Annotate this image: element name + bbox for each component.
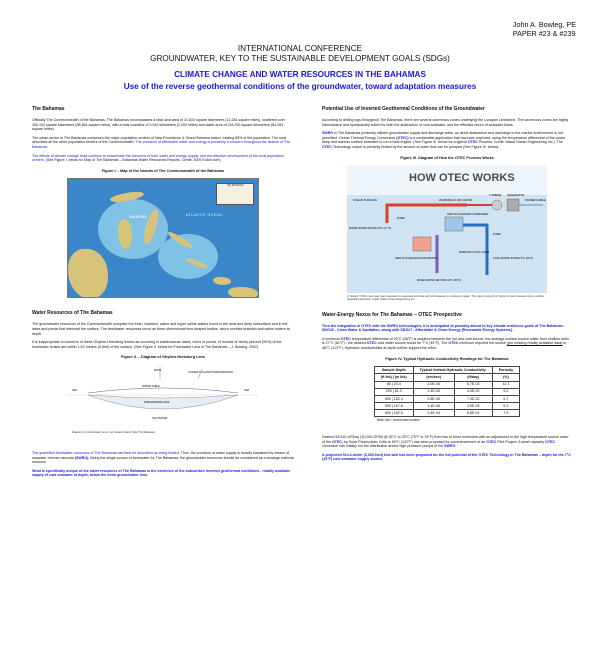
table-unit: (ft bls) | (m bls) (374, 374, 413, 381)
text-span: Desired 54,510-m³/Day (10,000-GPM) @ 26°C to 25°C (75°F to 78°F) from two to three boreholes with an adjustment to the high temperature source water of the (322, 435, 569, 444)
paragraph: It is inappropriate to conceive of these Ghyben-Hertzberg lenses as occurring in subterranean lakes, rivers or ponds. In excess of ninety percent (90%) of the freshwater lenses are within 1.52-meters (5-feet) of the surface. (See Figure II. below for Freshwater Lens in The Bahamas – J. Bowleg, 2002). (32, 340, 282, 349)
author-block (513, 20, 576, 38)
text-span-blue: OTEC (467, 140, 478, 145)
paragraph-highlight: Thru the integration of OTEC with the SWRO technologies, it is anticipated to possibly attend to key climate resilience goals of The Bahamas: SDG#6 - Clean Water & Sanitation, along with SDG#7 - Affordable & Clean Energy [Renewable Energy Systems]. (322, 323, 564, 333)
lens-sea-left-label: SEA (72, 388, 78, 392)
section-heading-bahamas: The Bahamas (32, 106, 65, 112)
table-cell: 600 | 182.9 (374, 410, 413, 417)
text-span: Thus, the provision of water supply is heavily sustained by means of seawater reverse osmosis (32, 450, 289, 460)
section-heading-water-resources: Water Resources of The Bahamas (32, 310, 113, 317)
bahamas-map (67, 178, 259, 298)
map-inset (216, 183, 254, 205)
map-land (118, 219, 132, 249)
paper-title: CLIMATE CHANGE AND WATER RESOURCES IN THE BAHAMAS (174, 70, 426, 79)
table-row (374, 388, 519, 395)
table-cell: 550 | 167.6 (374, 403, 413, 410)
table-cell: 2.4E-04 (413, 410, 454, 417)
paragraph: Officially The Commonwealth of the Bahamas, The Bahamas encompasses a total land area of 31,810 square kilometers (12,281 square miles), scattered over 250,102 square kilometers (96,564 square miles), with a total coastline of 3,542 kilometers (2,200 miles) and water area of 218,292 square kilometers (84,283 square miles). (32, 118, 285, 132)
paper-id: PAPER #23 & #239 (512, 29, 576, 38)
table-cell: 2.8E-05 (413, 395, 454, 402)
otec-evaporator (413, 237, 431, 251)
map-land (68, 249, 108, 298)
otec-label-vapor: WORKING FLUID VAPOR (439, 198, 472, 203)
otec-label-turbine: TURBINE (489, 193, 502, 198)
text-span: The urban sector in The Bahamas comprises the major population centers of New Providence & Grand Bahama Island, totaling 85% of the population. The rural describes all the other population centers of the Commonwealth. (32, 135, 287, 145)
table-cell: 7.9 (492, 410, 519, 417)
otec-label-cold-intake: COLD WATER INTAKE 5°C (41°F) (493, 257, 533, 261)
table-row (374, 403, 519, 410)
text-span-blue: SWRO (322, 131, 334, 136)
text-span: Pilot Project. A small capacity (497, 439, 545, 444)
table-unit: (%) (492, 374, 519, 381)
paragraph: According to drilling logs throughout The Bahamas, there are several cavernous zones underlying the Lucayan Limestone. The cavernous zones are highly transmissive and hydraulically suited for both the abstraction of cold seawater, and the effective return of seawater flows. (322, 118, 569, 127)
table-cell: 6.7 (492, 395, 519, 402)
table-cell: 4.9E-05 (454, 403, 492, 410)
otec-label-surface: OCEAN SURFACE (353, 198, 377, 203)
otec-title: HOW OTEC WORKS (409, 172, 515, 185)
text-span: Being the single source of freshwater for The Bahamas, the groundwater resources should be considered as a strategic national resource. (32, 455, 294, 465)
lens-sea-right-label: SEA (244, 388, 250, 392)
table-cell: 4.0E-02 (454, 388, 492, 395)
text-span-blue: OTEC (448, 341, 459, 346)
paragraph (32, 451, 294, 465)
text-span-blue: OTEC (340, 336, 351, 341)
conference-title: INTERNATIONAL CONFERENCE (237, 44, 363, 53)
table-row (374, 410, 519, 417)
section-heading-water-energy: Water-Energy Nexus for The Bahamas – OTEC Prospective (322, 311, 462, 318)
lens-note: Diagram of a Freshwater Lens in an Oceanic Island (Like The Bahamas) (72, 430, 156, 434)
table-header: Porosity (492, 367, 519, 374)
otec-turbine (492, 200, 502, 210)
lens-losses-label: LOSSES TO EVAPOTRANSPIRATION (188, 370, 233, 374)
lens-saltwater-label: SALTWATER (152, 416, 168, 420)
text-span-blue: OTEC (545, 439, 556, 444)
table-cell: 2.0E-06 (413, 381, 454, 388)
table-cell: 7.9E-02 (454, 395, 492, 402)
table-cell: 12.1 (492, 381, 519, 388)
conference-subtitle: GROUNDWATER, KEY TO THE SUSTAINABLE DEVELOPMENT GOALS (SDGs) (150, 54, 450, 63)
conductivity-table (374, 366, 520, 417)
lens-rain-label: RAIN (154, 367, 162, 372)
text-span: temperature differential of 20°C (36°F) is required between the hot and cold source; the average surface source water from shallow wells is 27°C (81°F) - the desired (322, 336, 569, 346)
lens-water-table-label: WATER TABLE (142, 384, 160, 388)
author-name: John A. Bowleg, PE (512, 20, 576, 29)
lens-island-surface (88, 388, 238, 393)
map-ocean-label: ATLANTIC OCEAN (186, 213, 223, 218)
otec-label-pump-right: PUMP (493, 232, 502, 237)
paragraph (32, 154, 294, 163)
text-span: by Solar Photovoltaic Cells to 50°C (122°F) has been proposed for commencement of an (343, 439, 486, 444)
table-cell: 200 | 61.0 (374, 388, 413, 395)
figure-4-caption: Figure IV. Typical Hydraulic Conductivity Readings for The Bahamas (385, 356, 509, 361)
left-column (32, 106, 294, 482)
lens-freshwater-label: FRESHWATER LENS (144, 400, 170, 404)
table-cell: 6.3 (492, 403, 519, 410)
text-span-blue: OTEC (322, 144, 332, 149)
text-span-blue: The provision of affordable water and energy is presently a concern throughout the islands of The Bahamas. (32, 140, 291, 149)
text-span-blue: OTEC (486, 439, 497, 444)
otec-label-evaporator: HEAT EXCHANGER EVAPORATOR (395, 257, 438, 261)
table-row (374, 395, 519, 402)
table-cell: 500 | 152.4 (374, 395, 413, 402)
map-nassau-label: NASSAU (130, 215, 148, 220)
otec-label-liquid: WORKING FLUID LIQUID (459, 251, 490, 255)
map-land (228, 287, 258, 298)
paragraph (322, 435, 572, 449)
text-span: Process; Credit: Makai Ocean Engineering Inc.). The (478, 140, 563, 145)
otec-label-warm-intake: WARM WATER INTAKE 25°C (77°F) (349, 227, 392, 231)
table-cell: 9.2 (492, 388, 519, 395)
text-span: (per existing readily available data) (506, 341, 563, 346)
text-span-blue: The quantified freshwater resources of The Bahamas can best be described as being limited. (32, 450, 180, 455)
text-span: (See Figure I. below for Map of The Bahamas – Bahamas Water Resources Reports, Credit: 2009 Eolon.com). (45, 158, 222, 163)
table-cell: 5.7E-03 (454, 381, 492, 388)
text-span: cold water source would be 7°C (45°F). The (377, 341, 448, 346)
figure-3-caption: Figure III. Diagram of How the OTEC Process Works (400, 155, 494, 160)
paragraph (322, 337, 572, 351)
text-span-blue: OTEC, (332, 439, 343, 444)
paragraph (32, 136, 294, 150)
right-column (322, 106, 572, 466)
text-span-blue: (SWRO). (74, 455, 90, 460)
otec-generator (507, 199, 519, 211)
table-cell: 1.4E-08 (413, 403, 454, 410)
table-row (374, 381, 519, 388)
ghyben-hertzberg-diagram (68, 365, 258, 445)
map-shoal (98, 199, 168, 259)
text-span-blue: OTEC (366, 341, 377, 346)
otec-condenser (445, 217, 463, 231)
figure-1-caption: Figure I. - Map of the Islands of The Commonwealth of the Bahamas (101, 168, 225, 173)
otec-label-pump-left: PUMP (397, 216, 406, 221)
title-block (0, 44, 600, 92)
figure-2-caption: Figure II. – Diagram of Ghyben-Hertzberg Lens (121, 355, 205, 360)
map-inset-label: THE BAHAMAS (226, 184, 244, 188)
text-span: Generator can initially run the distribution and/or high-pressure pumps of the (322, 444, 444, 449)
table-header: Typical Vertical Hydraulic Conductivity (413, 367, 492, 374)
table-cell: 80 | 24.4 (374, 381, 413, 388)
table-note: Note: bls = below land surface (377, 418, 420, 423)
text-span: minimum required hot source (459, 341, 506, 346)
map-land (213, 277, 231, 285)
otec-label-condenser: HEAT EXCHANGER CONDENSER (447, 213, 489, 217)
text-span: is a sustainable application that has been explored, using the temperature differential of the cooler deep and warmer surface seawater to run a heat engine. (See Figure III. below for a typical (322, 135, 566, 145)
text-span: is 48°C (113°F). Hydraulic conductivities at depth further support the effort. (322, 341, 567, 350)
text-span: A minimum (322, 336, 340, 341)
paragraph-highlight: A projected 914.4-meter (3,000-foot) test well has been proposed for the full potential of the OTEC Technology in The Bahamas – depth for the 7°C (45°F) cold seawater supply source. (322, 452, 571, 462)
text-span-blue: (OTEC) (396, 135, 409, 140)
paragraph: The groundwater resources of the Commonwealth comprise the fresh, brackish, saline and hyper saline waters found in the near and deep subsurface and in the lakes and ponds that intercept the surface. The freshwater resources occur as three-dimensional lens-shaped bodies, which overlies brackish and saline waters at depth. (32, 322, 290, 336)
otec-label-power: POWER CABLE (525, 198, 546, 203)
text-span: Technology output is primarily limited by the amount of water that can be pumped (See Figure IV. below). (332, 144, 500, 149)
table-cell: 6.8E-01 (454, 410, 492, 417)
text-span-blue: The effects of climate change shall continue to exacerbate the concerns of both water and energy supply, and the effective development of the rural population centers. (32, 153, 284, 163)
table-header: Sample Depth (374, 367, 413, 374)
section-heading-potential-use: Potential Use of Inverted Geothermal Conditions of the Groundwater (322, 106, 485, 112)
table-unit: (ft/day) (454, 374, 492, 381)
otec-diagram (347, 165, 547, 293)
paper-subtitle: Use of the reverse geothermal conditions of the groundwater, toward adaptation measures (123, 82, 477, 91)
text-span: in The Bahamas presently utilizes groundwater supply and discharge wells, as direct abstraction and discharge to the marine environment is not permitted. Ocean Thermal Energy Conversion (322, 131, 563, 140)
paragraph-highlight: What is specifically unique of the water resources of The Bahamas is the existence of the subsurface inverted geothermal conditions - readily available supply of cold seawater at depth, below the fresh groundwater lens. (32, 468, 291, 478)
table-unit: (cm/sec) (413, 374, 454, 381)
otec-label-mixed-return: MIXED WATER RETURN 16°C (61°F) (417, 279, 462, 283)
otec-note: A "closed" OTEC cycle uses warm seawater to evaporate ammonia and cold seawater to condense it again. The vapor moving from higher to lower pressure spins a turbine, generating electricity. Credit: Makai Ocean Engineering Inc. (347, 295, 545, 302)
text-span-blue: SWRO. (444, 444, 457, 449)
table-cell: 1.4E-05 (413, 388, 454, 395)
otec-label-generator: GENERATOR (507, 193, 525, 198)
paragraph (322, 131, 572, 149)
